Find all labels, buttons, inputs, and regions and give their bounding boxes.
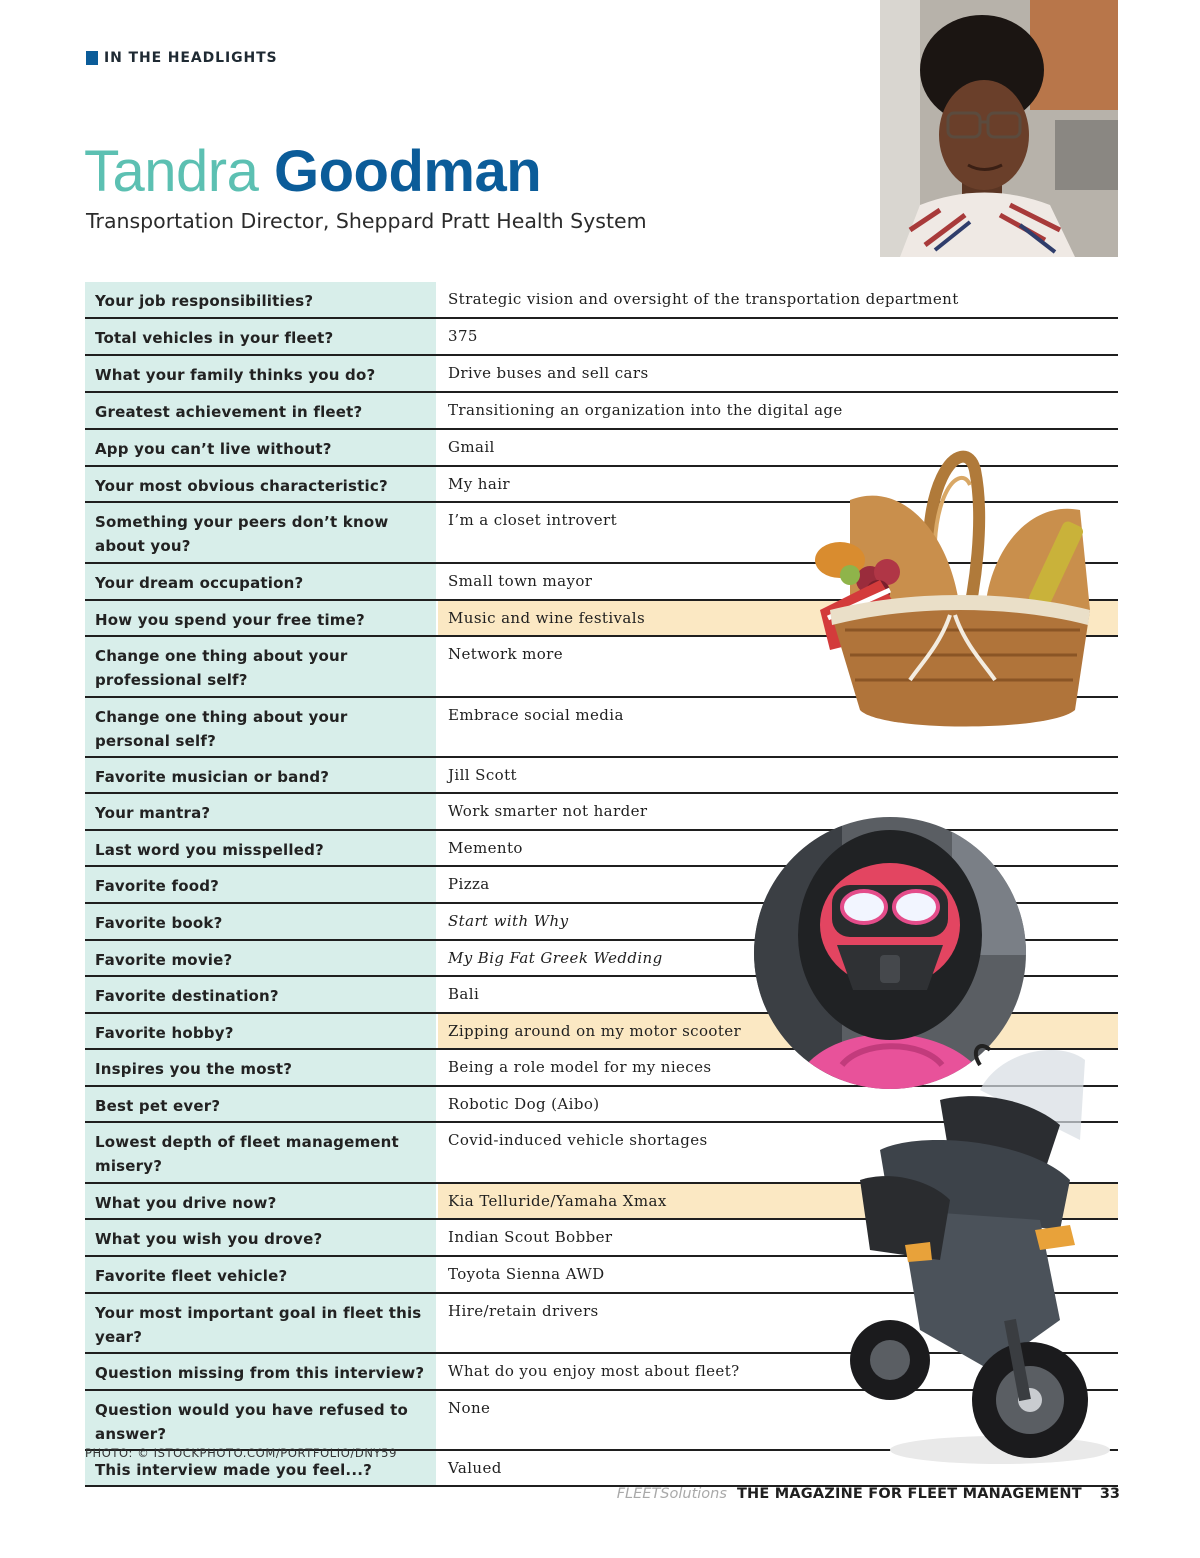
photo-credit: PHOTO: © ISTOCKPHOTO.COM/PORTFOLIO/DNY59 [85, 1446, 397, 1460]
qa-row [85, 794, 1118, 831]
qa-answer: Valued [448, 1459, 502, 1477]
qa-question: Greatest achievement in fleet? [85, 393, 438, 428]
qa-question: Your dream occupation? [85, 564, 438, 599]
qa-question: This interview made you feel...? [85, 1451, 438, 1485]
qa-row [85, 1050, 1118, 1087]
qa-question: Your mantra? [85, 794, 438, 829]
qa-question: Question would you have refused to answer? [85, 1391, 438, 1449]
section-label: IN THE HEADLIGHTS [104, 50, 278, 66]
qa-answer: Hire/retain drivers [448, 1302, 599, 1320]
qa-question: Total vehicles in your fleet? [85, 319, 438, 354]
qa-row [85, 1123, 1118, 1184]
qa-question: Inspires you the most? [85, 1050, 438, 1085]
qa-row [85, 467, 1118, 503]
qa-question: Best pet ever? [85, 1087, 438, 1121]
qa-answer: Strategic vision and oversight of the transportation department [448, 290, 959, 308]
qa-question: What your family thinks you do? [85, 356, 438, 391]
qa-question: Something your peers don’t know about you? [85, 503, 438, 562]
qa-row [85, 1294, 1118, 1354]
portrait-photo [880, 0, 1118, 257]
qa-row [85, 1257, 1118, 1294]
qa-answer: Covid-induced vehicle shortages [448, 1131, 708, 1149]
profile-name [84, 140, 541, 204]
qa-answer: My Big Fat Greek Wedding [448, 949, 663, 967]
qa-answer: Embrace social media [448, 706, 624, 724]
qa-question: Favorite food? [85, 867, 438, 902]
qa-row [85, 831, 1118, 867]
qa-answer: Gmail [448, 438, 495, 456]
qa-answer: Indian Scout Bobber [448, 1228, 613, 1246]
qa-answer: Transitioning an organization into the digital age [448, 401, 843, 419]
qa-answer: Work smarter not harder [448, 802, 648, 820]
qa-answer: Memento [448, 839, 523, 857]
qa-answer: Robotic Dog (Aibo) [448, 1095, 600, 1113]
qa-question: Change one thing about your personal self? [85, 698, 438, 756]
qa-question: Your most obvious characteristic? [85, 467, 438, 501]
qa-row [85, 977, 1118, 1014]
qa-question: How you spend your free time? [85, 601, 438, 635]
qa-question: Favorite destination? [85, 977, 438, 1012]
qa-row [85, 758, 1118, 794]
qa-question: Last word you misspelled? [85, 831, 438, 865]
qa-answer: Drive buses and sell cars [448, 364, 649, 382]
section-tag [86, 50, 278, 66]
qa-row [85, 356, 1118, 393]
qa-question: What you drive now? [85, 1184, 438, 1218]
qa-answer: Pizza [448, 875, 490, 893]
qa-question: Your most important goal in fleet this year? [85, 1294, 438, 1352]
profile-title: Transportation Director, Sheppard Pratt Health System [86, 209, 647, 233]
qa-row [85, 1220, 1118, 1257]
qa-answer: Jill Scott [448, 766, 517, 784]
qa-row [85, 503, 1118, 564]
page-footer [617, 1486, 1120, 1502]
qa-answer: Being a role model for my nieces [448, 1058, 712, 1076]
qa-question: Favorite movie? [85, 941, 438, 975]
qa-row [85, 319, 1118, 356]
portrait-illustration [880, 0, 1118, 257]
qa-question: Lowest depth of fleet management misery? [85, 1123, 438, 1182]
qa-question: Favorite book? [85, 904, 438, 939]
qa-answer: None [448, 1399, 491, 1417]
qa-answer: Kia Telluride/Yamaha Xmax [438, 1184, 1118, 1218]
qa-row [85, 941, 1118, 977]
qa-answer: Toyota Sienna AWD [448, 1265, 605, 1283]
qa-row [85, 564, 1118, 601]
qa-row [85, 601, 1118, 637]
qa-row [85, 867, 1118, 904]
last-name: Goodman [273, 139, 542, 204]
page-number: 33 [1099, 1486, 1120, 1502]
qa-row [85, 1087, 1118, 1123]
qa-answer: Zipping around on my motor scooter [438, 1014, 1118, 1048]
qa-answer: Network more [448, 645, 564, 663]
qa-row [85, 393, 1118, 430]
qa-answer: Music and wine festivals [438, 601, 1118, 635]
section-square-icon [86, 51, 98, 65]
qa-row [85, 282, 1118, 319]
footer-brand: FLEETSolutions [616, 1486, 727, 1502]
first-name: Tandra [84, 139, 259, 204]
qa-question: Question missing from this interview? [85, 1354, 438, 1389]
qa-table [85, 282, 1118, 1487]
qa-answer: Bali [448, 985, 480, 1003]
qa-answer: Small town mayor [448, 572, 593, 590]
qa-answer: 375 [448, 327, 478, 345]
qa-answer: What do you enjoy most about fleet? [448, 1362, 740, 1380]
qa-question: What you wish you drove? [85, 1220, 438, 1255]
qa-question: Favorite musician or band? [85, 758, 438, 792]
footer-magazine: THE MAGAZINE FOR FLEET MANAGEMENT [736, 1486, 1082, 1502]
qa-answer: My hair [448, 475, 510, 493]
qa-row [85, 698, 1118, 758]
qa-row [85, 1354, 1118, 1391]
qa-question: Your job responsibilities? [85, 282, 438, 317]
qa-row [85, 1014, 1118, 1050]
qa-row [85, 637, 1118, 698]
qa-row [85, 1391, 1118, 1451]
qa-row [85, 1184, 1118, 1220]
qa-row [85, 904, 1118, 941]
qa-question: Favorite fleet vehicle? [85, 1257, 438, 1292]
qa-question: Change one thing about your professional self? [85, 637, 438, 696]
qa-answer: Start with Why [448, 912, 569, 930]
qa-row [85, 430, 1118, 467]
qa-question: App you can’t live without? [85, 430, 438, 465]
qa-answer: I’m a closet introvert [448, 511, 618, 529]
qa-question: Favorite hobby? [85, 1014, 438, 1048]
